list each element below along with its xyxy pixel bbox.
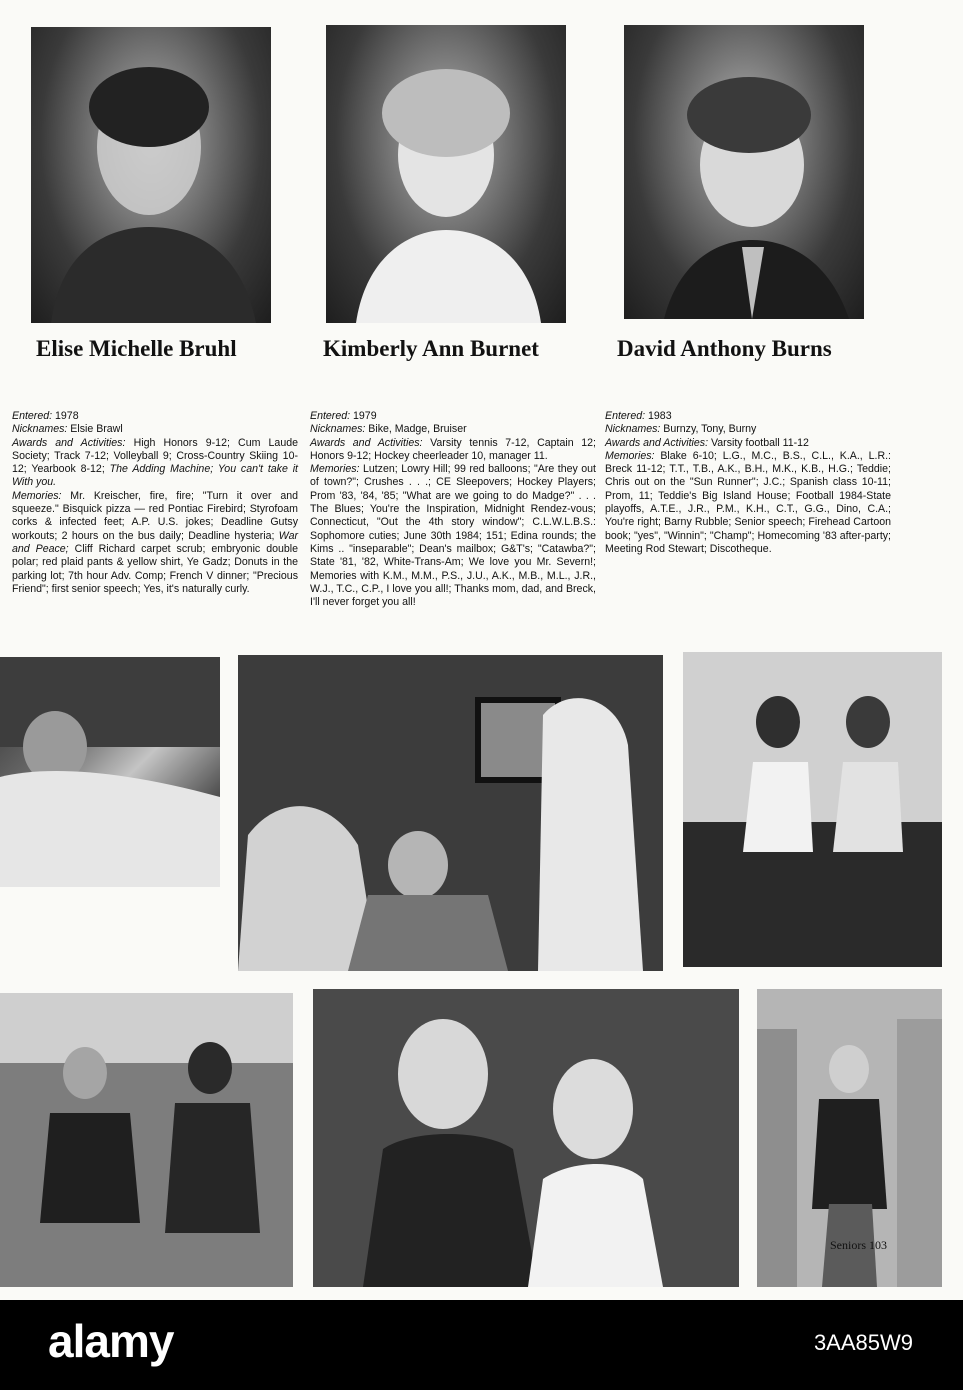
memories-text-end: Cliff Richard carpet scrub; embryonic double polar; red plaid pants & yellow shirt, Ye Gadz; Donuts in the parking lot; 7th hour Adv. Comp; French V dinner; "Precious Friend"; first senior speech; Yes, it's naturally curly. (12, 542, 299, 595)
entered-year: 1983 (648, 410, 672, 422)
memories-text: Lutzen; Lowry Hill; 99 red balloons; "Are they out of town?"; Crushes . . .; CE Sleepovers; Hockey Players; Prom '83, '84, '85; "What are we going to do Madge?" . . . The Blues; You're the Inspiration, Midnight Rendez-vous; Connecticut, "Out the 4th story window"; C.L.W.L.B.S.: Sophomore cuties; June 30th 1984; 151; Edina rounds; the Kims .. "inseparable"; Dean's mailbox; G&T's; "Catawba?"; State '81, '82, White-Trans-Am; We love you Mr. Severn!; Memories with K.M., M.M., P.S., J.U., A.K., M.B., M.L., J.R., W.J., T.C., C.P., I love you all!; Thanks mom, dad, and Breck, I'll never forget you all! (310, 463, 596, 609)
portrait-silhouette (326, 25, 566, 323)
awards-text: High Honors 9-12; Cum Laude Society; Track 7-12; Volleyball 9; Cross-Country Skiing 10-12; Yearbook 8-12; (12, 436, 298, 476)
awards-text: Varsity tennis 7-12, Captain 12; Honors 9-12; Hockey cheerleader 10, manager 11. (310, 436, 596, 462)
awards-label: Awards and Activities: (12, 436, 126, 449)
watermark-brand-logo: alamy (48, 1315, 174, 1367)
memories-label: Memories: (12, 489, 62, 502)
folio-section: Seniors (830, 1238, 866, 1252)
memories-text: Blake 6-10; L.G., M.C., B.S., C.L., K.A., L.R.: Breck 11-12; T.T., T.B., A.K., B.H., M.K., K.B., H.G.; Teddie; Chris out on the "Sun Runner"; J.C.; Spanish class 10-11; Prom, 11; Teddie's Big Island House; Football 1984-State playoffs, A.T.E., J.R., P.M., K.H., C.T., G.G., Dino, C.A.; You're right; Barny Rubble; Senior speech; Firehead Cartoon book; "yes", "Winnin"; "Champ"; Homecoming '83 after-party; Meeting Rod Stewart; Discotheque. (605, 449, 891, 555)
portrait-photo-burns (624, 25, 864, 319)
awards-label: Awards and Activities: (310, 436, 423, 449)
senior-bio-burns (605, 410, 891, 556)
portrait-silhouette (31, 27, 271, 323)
awards-text: Varsity football 11-12 (711, 436, 809, 449)
candid-scene (313, 989, 739, 1287)
candid-scene (683, 652, 942, 967)
entered-label: Entered: (310, 410, 351, 422)
nicknames-text: Bike, Madge, Bruiser (368, 423, 467, 436)
awards-label: Awards and Activities: (605, 436, 709, 449)
entered-year: 1979 (353, 410, 377, 422)
entered-label: Entered: (12, 410, 53, 422)
candid-photo-lockers (683, 652, 942, 967)
senior-bio-burnet (310, 410, 596, 609)
senior-name: David Anthony Burns (617, 336, 832, 361)
memories-label: Memories: (605, 449, 655, 462)
nicknames-label: Nicknames: (605, 423, 661, 436)
nicknames-text: Burnzy, Tony, Burny (663, 423, 757, 436)
candid-photo-couch (0, 993, 293, 1287)
candid-photo-handshake (238, 655, 663, 971)
page-folio (830, 1238, 887, 1253)
watermark-image-id: 3AA85W9 (813, 1330, 913, 1355)
memories-label: Memories: (310, 463, 360, 476)
entered-label: Entered: (605, 410, 646, 422)
memories-italic-text: War and Peace; (12, 529, 298, 555)
portrait-photo-bruhl (31, 27, 271, 323)
candid-photo-lounge (0, 657, 220, 887)
candid-photo-friends (313, 989, 739, 1287)
nicknames-text: Elsie Brawl (70, 423, 123, 436)
awards-italic-text: The Adding Machine; You can't take it With you. (12, 463, 298, 489)
memories-text: Mr. Kreischer, fire, fire; "Turn it over and squeeze." Bisquick pizza — red Pontiac Firebird; Styrofoam corks & infected feet; A.P. U.S. jokes; Deadline Gutsy workouts; 2 hours on the bus daily; Deadline hysteria; (12, 489, 298, 542)
folio-page-number: 103 (869, 1238, 887, 1252)
candid-scene (0, 993, 293, 1287)
candid-scene (238, 655, 663, 971)
entered-year: 1978 (55, 410, 79, 422)
senior-name: Kimberly Ann Burnet (323, 336, 539, 361)
candid-scene (0, 657, 220, 887)
portrait-silhouette (624, 25, 864, 319)
portrait-photo-burnet (326, 25, 566, 323)
senior-bio-bruhl (12, 410, 298, 596)
senior-name: Elise Michelle Bruhl (36, 336, 237, 361)
nicknames-label: Nicknames: (12, 423, 68, 436)
nicknames-label: Nicknames: (310, 423, 366, 436)
